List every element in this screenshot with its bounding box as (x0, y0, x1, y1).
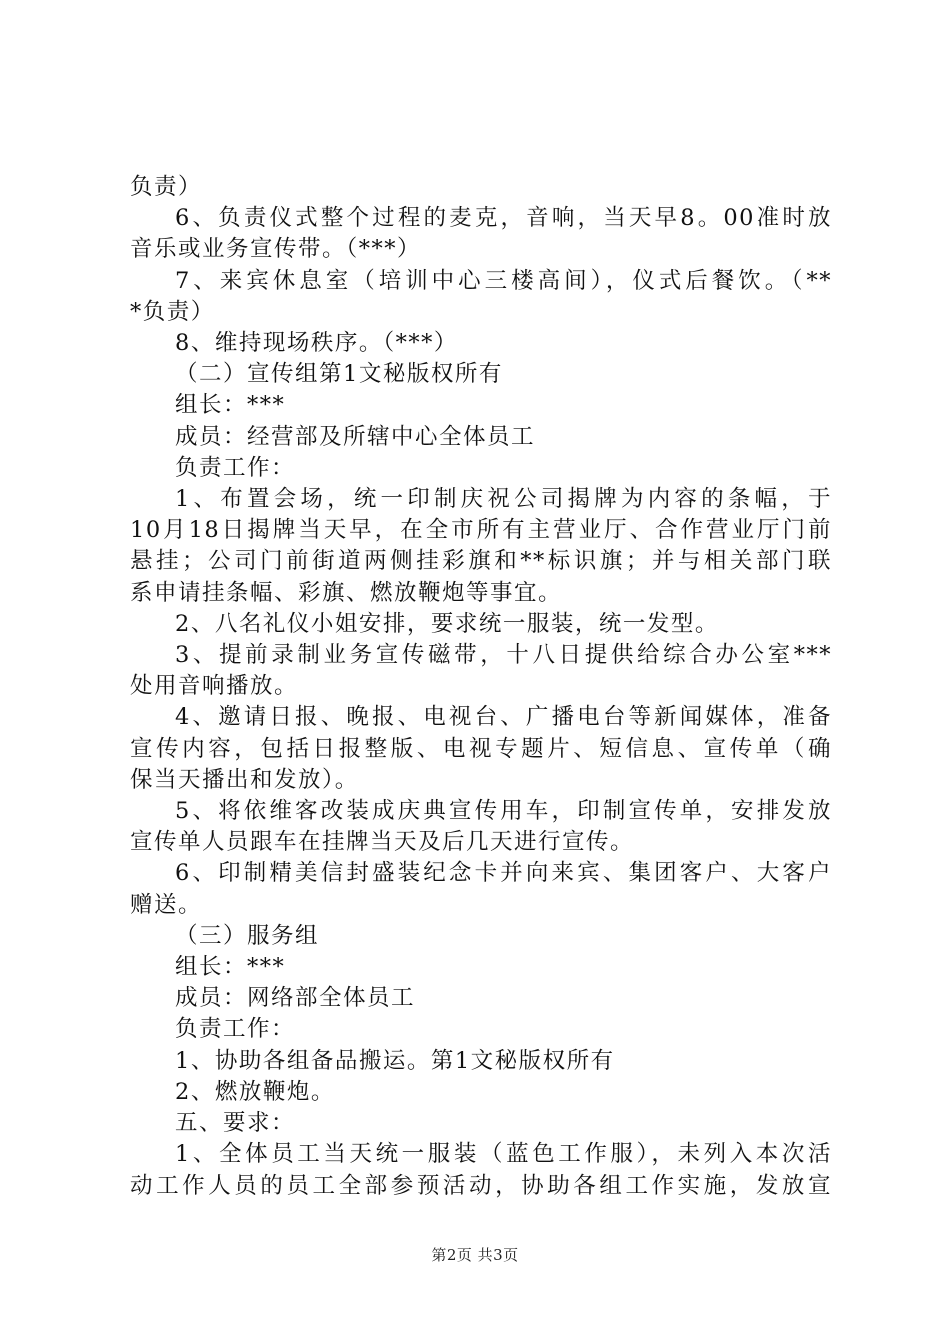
text-line: 五、要求： (175, 1110, 296, 1137)
text-line: 5、将依维客改装成庆典宣传用车，印制宣传单，安排发放 (175, 798, 832, 825)
text-line: 保当天播出和发放）。 (130, 766, 359, 793)
text-line: 成员：经营部及所辖中心全体员工 (175, 423, 536, 450)
text-line: 7、来宾休息室（培训中心三楼高间），仪式后餐饮。（** (175, 267, 832, 294)
text-line: 组长：*** (175, 392, 286, 419)
text-line: （二）宣传组第1文秘版权所有 (175, 361, 503, 388)
text-line: 负责） (130, 174, 203, 200)
text-line: 2、八名礼仪小姐安排，要求统一服装，统一发型。 (175, 610, 719, 637)
text-line: 1、布置会场，统一印制庆祝公司揭牌为内容的条幅，于 (175, 486, 832, 513)
text-line: （三）服务组 (175, 922, 320, 949)
text-line: 1、协助各组备品搬运。第1文秘版权所有 (175, 1047, 615, 1074)
text-line: 10月18日揭牌当天早，在全市所有主营业厅、合作营业厅门前 (130, 517, 832, 544)
text-line: 1、全体员工当天统一服装（蓝色工作服），未列入本次活 (175, 1141, 832, 1168)
document-body (130, 172, 832, 1202)
text-line: 成员：网络部全体员工 (175, 985, 416, 1012)
text-line: 音乐或业务宣传带。（***） (130, 236, 422, 263)
text-line: 动工作人员的员工全部参预活动，协助各组工作实施，发放宣 (130, 1172, 832, 1199)
text-line: 2、燃放鞭炮。 (175, 1078, 335, 1105)
text-line: 3、提前录制业务宣传磁带，十八日提供给综合办公室*** (175, 642, 832, 669)
text-line: 4、邀请日报、晚报、电视台、广播电台等新闻媒体，准备 (175, 704, 832, 731)
text-line: 处用音响播放。 (130, 673, 299, 700)
text-line: 悬挂；公司门前街道两侧挂彩旗和**标识旗；并与相关部门联 (130, 548, 832, 575)
text-line: 8、维持现场秩序。（***） (175, 330, 458, 357)
text-line: 宣传内容，包括日报整版、电视专题片、短信息、宣传单（确 (130, 735, 832, 762)
text-line: 6、印制精美信封盛装纪念卡并向来宾、集团客户、大客户 (175, 860, 832, 887)
text-line: 宣传单人员跟车在挂牌当天及后几天进行宣传。 (130, 829, 635, 856)
text-line: 组长：*** (175, 954, 286, 981)
text-line: 赠送。 (130, 891, 203, 918)
text-line: *负责） (130, 298, 215, 325)
text-line: 负责工作： (175, 454, 296, 481)
text-line: 6、负责仪式整个过程的麦克，音响，当天早8。00准时放 (175, 205, 832, 232)
text-line: 负责工作： (175, 1016, 296, 1043)
text-line: 系申请挂条幅、彩旗、燃放鞭炮等事宜。 (130, 579, 563, 606)
page-footer: 第2页 共3页 (431, 1246, 519, 1264)
